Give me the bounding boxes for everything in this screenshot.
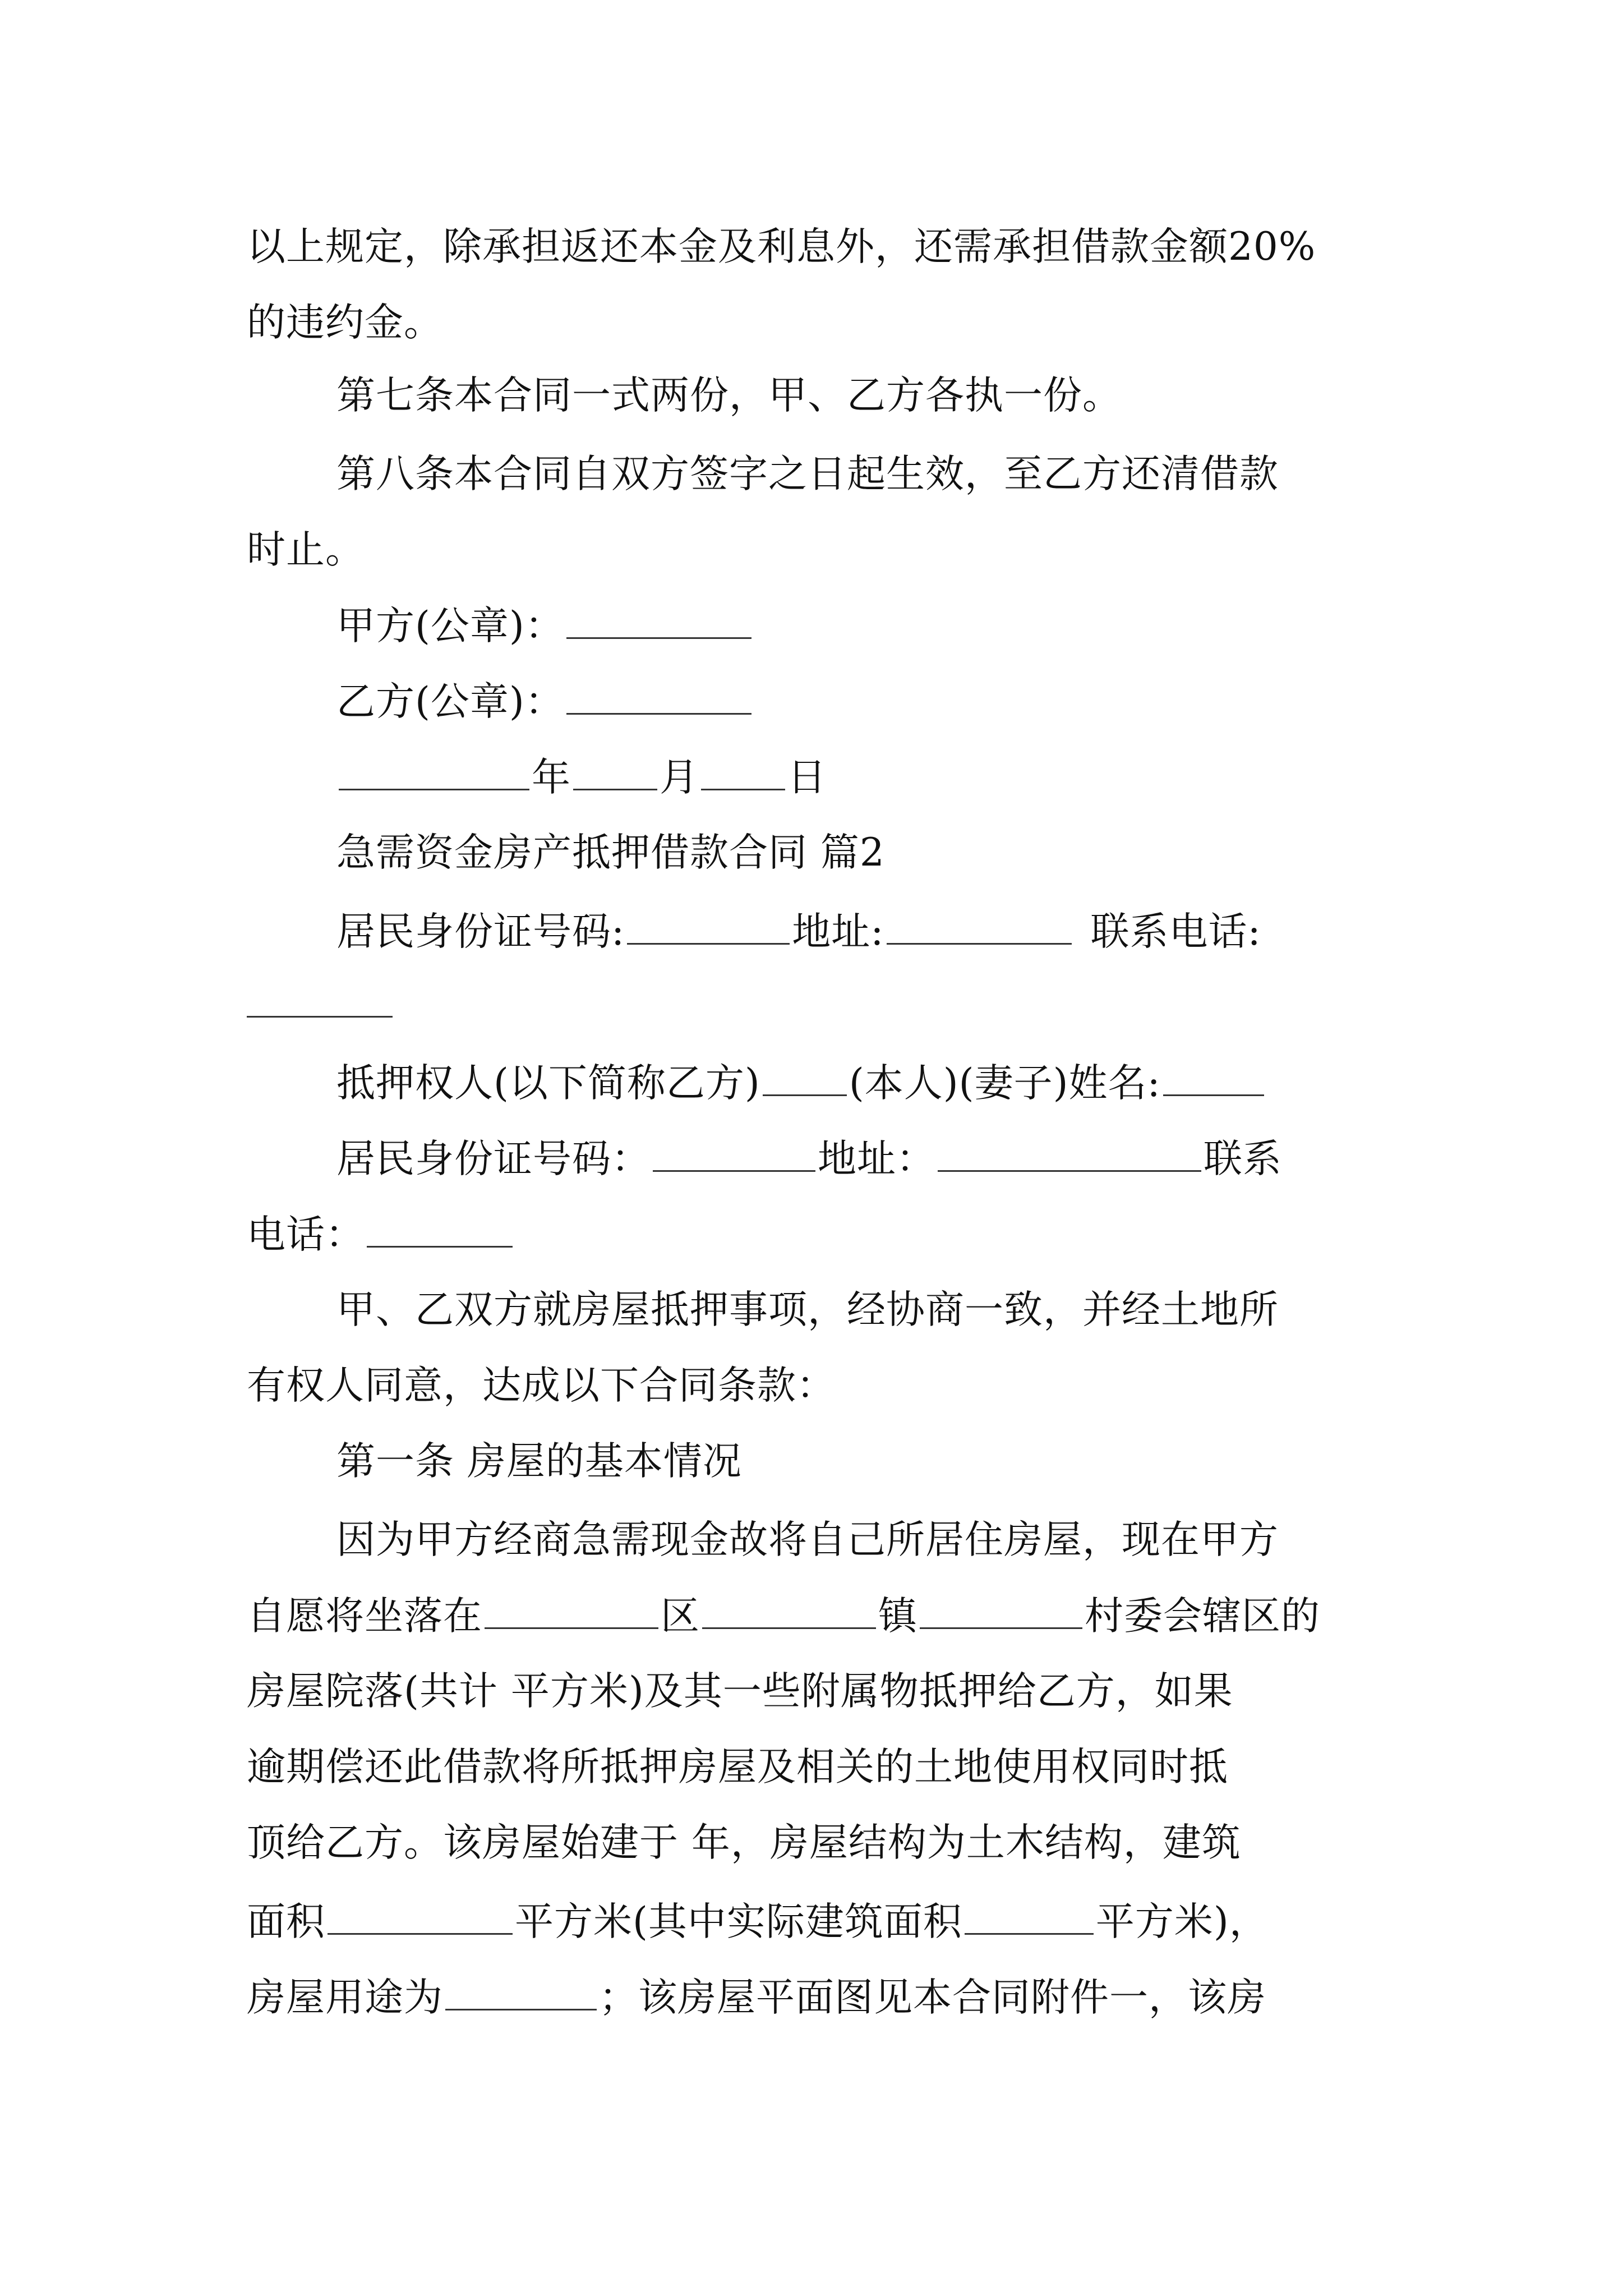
paragraph-line: 的违约金。 <box>247 300 443 345</box>
address-label: 地址: <box>792 909 884 954</box>
village-blank <box>920 1590 1082 1629</box>
phone-line <box>247 1209 515 1259</box>
day-label: 日 <box>787 755 827 800</box>
area-blank <box>328 1896 513 1935</box>
body-line-4: 逾期偿还此借款将所抵押房屋及相关的土地使用权同时抵 <box>247 1745 1228 1789</box>
body-line-5: 顶给乙方。该房屋始建于 年，房屋结构为土木结构，建筑 <box>247 1820 1241 1865</box>
actual-area-label: 平方米(其中实际建筑面积 <box>515 1899 962 1944</box>
phone-blank <box>247 979 393 1018</box>
body-line-3: 房屋院落(共计 平方米)及其一些附属物抵押给乙方，如果 <box>247 1669 1233 1714</box>
mortgagor-info-line <box>336 906 1261 956</box>
party-a-label: 甲方(公章)： <box>336 604 564 648</box>
location-label: 自愿将坐落在 <box>247 1594 482 1639</box>
usage-label: 房屋用途为 <box>247 1975 443 2020</box>
party-b-label: 乙方(公章)： <box>336 679 564 724</box>
address-blank <box>887 906 1072 945</box>
phone-label: 电话： <box>247 1212 365 1257</box>
party-b-signature <box>336 676 754 726</box>
floorplan-text: ；该房屋平面图见本合同附件一，该房 <box>599 1975 1266 2020</box>
id-number-blank <box>653 1133 815 1172</box>
body-line-7 <box>247 1972 1266 2022</box>
month-label: 月 <box>660 755 699 800</box>
area-label: 面积 <box>247 1899 325 1944</box>
body-line-2 <box>247 1590 1320 1641</box>
actual-area-blank <box>965 1896 1094 1935</box>
month-blank <box>573 752 657 790</box>
signature-blank <box>566 676 751 715</box>
name-blank <box>1163 1057 1264 1096</box>
town-blank <box>702 1590 876 1629</box>
signature-blank <box>566 600 751 639</box>
intro-line-2: 有权人同意，达成以下合同条款： <box>247 1363 836 1408</box>
area-unit-label: 平方米)， <box>1095 1899 1269 1944</box>
party-a-signature <box>336 600 754 651</box>
address-blank <box>938 1133 1201 1172</box>
address-label: 地址： <box>818 1137 935 1181</box>
district-blank <box>485 1590 658 1629</box>
body-line-6 <box>247 1896 1269 1947</box>
name-label: (本人)(妻子)姓名: <box>849 1061 1161 1106</box>
id-number-label: 居民身份证号码： <box>336 1137 651 1181</box>
intro-line-1: 甲、乙双方就房屋抵押事项，经协商一致，并经土地所 <box>336 1287 1279 1332</box>
id-number-blank <box>627 906 790 945</box>
mortgagee-blank <box>763 1057 847 1096</box>
paragraph-line: 以上规定，除承担返还本金及利息外，还需承担借款金额20% <box>247 224 1316 269</box>
id-number-label: 居民身份证号码: <box>336 909 625 954</box>
phone-blank <box>367 1209 513 1248</box>
phone-label: 联系 <box>1204 1137 1282 1181</box>
phone-label: 联系电话: <box>1090 909 1261 954</box>
town-label: 镇 <box>878 1594 917 1639</box>
district-label: 区 <box>661 1594 700 1639</box>
mortgagee-line <box>336 1057 1266 1108</box>
phone-blank-line <box>247 979 395 1029</box>
usage-blank <box>445 1972 597 2010</box>
village-label: 村委会辖区的 <box>1085 1594 1320 1639</box>
article-7: 第七条本合同一式两份，甲、乙方各执一份。 <box>336 373 1122 418</box>
article-8-line-1: 第八条本合同自双方签字之日起生效，至乙方还清借款 <box>336 452 1279 496</box>
signing-date <box>336 752 827 802</box>
body-line-1: 因为甲方经商急需现金故将自己所居住房屋，现在甲方 <box>336 1517 1279 1562</box>
article-1-title: 第一条 房屋的基本情况 <box>336 1439 742 1484</box>
mortgagee-label: 抵押权人(以下简称乙方) <box>336 1061 760 1106</box>
section-title: 急需资金房产抵押借款合同 篇2 <box>336 830 885 875</box>
day-blank <box>701 752 785 790</box>
article-8-line-2: 时止。 <box>247 527 365 572</box>
year-blank <box>339 752 529 790</box>
year-label: 年 <box>532 755 571 800</box>
mortgagee-info-line <box>336 1133 1282 1184</box>
